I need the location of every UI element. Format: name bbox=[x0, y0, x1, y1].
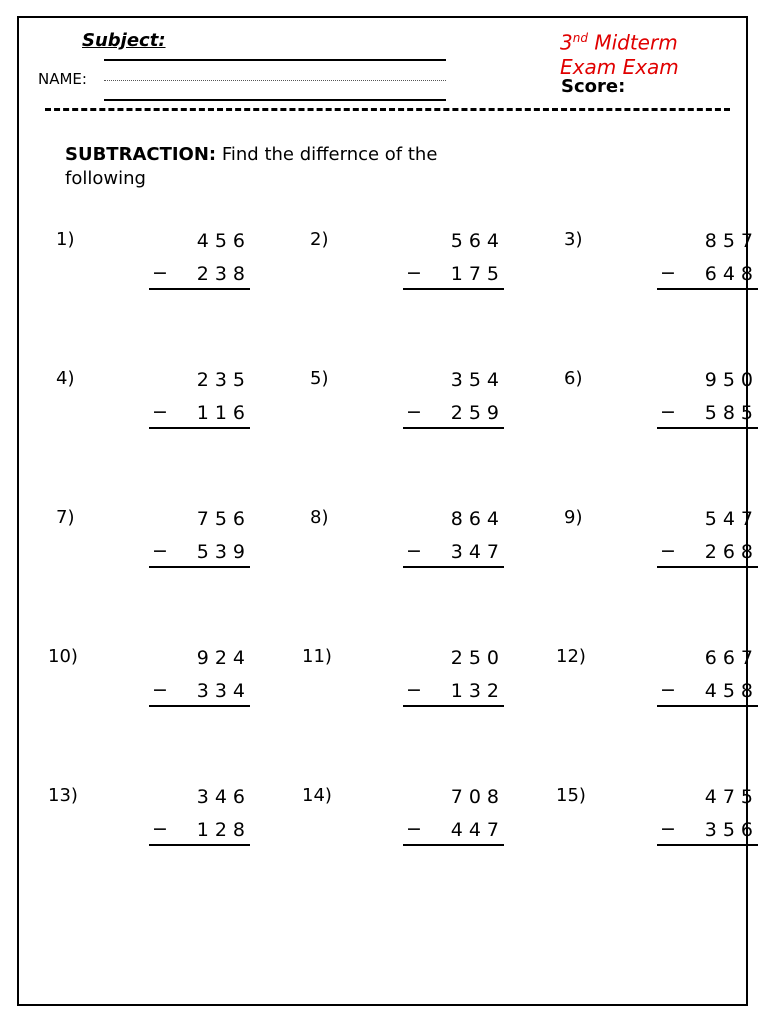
score-label: Score: bbox=[561, 76, 626, 97]
minuend: 950 bbox=[704, 369, 759, 391]
subtrahend: 347 bbox=[450, 541, 505, 563]
problem-14 bbox=[302, 785, 510, 865]
answer-line bbox=[149, 705, 250, 707]
subject-underline bbox=[104, 59, 446, 61]
answer-line bbox=[657, 844, 758, 846]
instructions-text: Find the differnce of the following bbox=[65, 144, 438, 189]
answer-line bbox=[657, 705, 758, 707]
minuend: 346 bbox=[196, 786, 251, 808]
problem-number: 11) bbox=[302, 646, 332, 667]
dashed-divider bbox=[45, 108, 730, 111]
answer-line bbox=[403, 705, 504, 707]
problem-number: 13) bbox=[48, 785, 78, 806]
problem-number: 14) bbox=[302, 785, 332, 806]
answer-line bbox=[149, 566, 250, 568]
problem-15 bbox=[556, 785, 764, 865]
answer-line bbox=[403, 566, 504, 568]
problem-3 bbox=[564, 229, 764, 309]
subtrahend: 447 bbox=[450, 819, 505, 841]
answer-line bbox=[403, 288, 504, 290]
problem-1 bbox=[56, 229, 256, 309]
minus-sign: − bbox=[152, 401, 168, 423]
minuend: 354 bbox=[450, 369, 505, 391]
problem-number: 5) bbox=[310, 368, 329, 389]
minus-sign: − bbox=[152, 262, 168, 284]
minus-sign: − bbox=[406, 401, 422, 423]
subtrahend: 648 bbox=[704, 263, 759, 285]
minuend: 564 bbox=[450, 230, 505, 252]
subtrahend: 356 bbox=[704, 819, 759, 841]
minus-sign: − bbox=[152, 818, 168, 840]
subtrahend: 585 bbox=[704, 402, 759, 424]
minus-sign: − bbox=[152, 540, 168, 562]
minus-sign: − bbox=[660, 262, 676, 284]
subject-label: Subject: bbox=[82, 30, 166, 51]
minuend: 475 bbox=[704, 786, 759, 808]
answer-line bbox=[149, 427, 250, 429]
minus-sign: − bbox=[660, 540, 676, 562]
minus-sign: − bbox=[152, 679, 168, 701]
answer-line bbox=[657, 427, 758, 429]
minus-sign: − bbox=[406, 262, 422, 284]
minus-sign: − bbox=[406, 540, 422, 562]
minuend: 250 bbox=[450, 647, 505, 669]
minuend: 547 bbox=[704, 508, 759, 530]
problem-number: 12) bbox=[556, 646, 586, 667]
answer-line bbox=[657, 566, 758, 568]
minuend: 235 bbox=[196, 369, 251, 391]
subtrahend: 175 bbox=[450, 263, 505, 285]
problem-number: 1) bbox=[56, 229, 75, 250]
subtrahend: 458 bbox=[704, 680, 759, 702]
minuend: 756 bbox=[196, 508, 251, 530]
problem-8 bbox=[310, 507, 510, 587]
problem-4 bbox=[56, 368, 256, 448]
minuend: 708 bbox=[450, 786, 505, 808]
problem-2 bbox=[310, 229, 510, 309]
problem-number: 10) bbox=[48, 646, 78, 667]
minuend: 456 bbox=[196, 230, 251, 252]
problem-7 bbox=[56, 507, 256, 587]
subtrahend: 238 bbox=[196, 263, 251, 285]
problem-10 bbox=[48, 646, 256, 726]
instructions bbox=[65, 143, 505, 189]
minus-sign: − bbox=[406, 679, 422, 701]
problem-12 bbox=[556, 646, 764, 726]
exam-title: 3nd Midterm Exam Exam bbox=[560, 30, 679, 79]
name-underline bbox=[104, 99, 446, 101]
minuend: 857 bbox=[704, 230, 759, 252]
problem-number: 6) bbox=[564, 368, 583, 389]
answer-line bbox=[149, 844, 250, 846]
answer-line bbox=[403, 427, 504, 429]
instructions-bold: SUBTRACTION: bbox=[65, 144, 217, 165]
subtrahend: 334 bbox=[196, 680, 251, 702]
minus-sign: − bbox=[660, 679, 676, 701]
answer-line bbox=[657, 288, 758, 290]
subtrahend: 116 bbox=[196, 402, 251, 424]
answer-line bbox=[403, 844, 504, 846]
problem-11 bbox=[302, 646, 510, 726]
problem-9 bbox=[564, 507, 764, 587]
minuend: 864 bbox=[450, 508, 505, 530]
minuend: 667 bbox=[704, 647, 759, 669]
problem-6 bbox=[564, 368, 764, 448]
minuend: 924 bbox=[196, 647, 251, 669]
minus-sign: − bbox=[660, 818, 676, 840]
problem-number: 7) bbox=[56, 507, 75, 528]
problem-number: 8) bbox=[310, 507, 329, 528]
answer-line bbox=[149, 288, 250, 290]
subtrahend: 539 bbox=[196, 541, 251, 563]
minus-sign: − bbox=[406, 818, 422, 840]
name-label: NAME: bbox=[38, 70, 87, 88]
name-dotted-line[interactable] bbox=[104, 80, 446, 81]
minus-sign: − bbox=[660, 401, 676, 423]
problem-number: 4) bbox=[56, 368, 75, 389]
problem-5 bbox=[310, 368, 510, 448]
problem-number: 3) bbox=[564, 229, 583, 250]
subtrahend: 268 bbox=[704, 541, 759, 563]
problem-13 bbox=[48, 785, 256, 865]
subtrahend: 132 bbox=[450, 680, 505, 702]
subtrahend: 259 bbox=[450, 402, 505, 424]
problem-number: 9) bbox=[564, 507, 583, 528]
problem-number: 2) bbox=[310, 229, 329, 250]
problem-number: 15) bbox=[556, 785, 586, 806]
subtrahend: 128 bbox=[196, 819, 251, 841]
